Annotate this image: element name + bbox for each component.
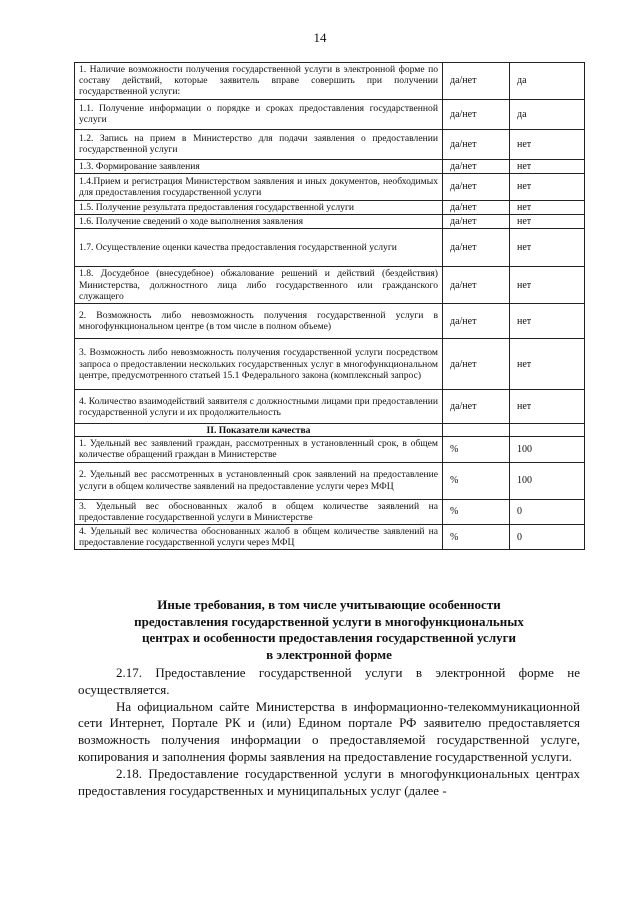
unit-cell: да/нет [443,390,510,424]
indicator-cell: 1.1. Получение информации о порядке и сроках предоставления государственной услуги [75,99,443,129]
value-cell: да [510,99,585,129]
indicator-cell: 4. Количество взаимодействий заявителя с должностными лицами при предоставлении государственной услуги и их продолжительность [75,390,443,424]
value-cell: 0 [510,525,585,550]
unit-cell: да/нет [443,267,510,304]
indicators-table [74,62,585,550]
unit-cell: % [443,525,510,550]
heading-line: центрах и особенности предоставления государственной услуги [141,630,517,645]
table-row [75,462,585,499]
table-row [75,215,585,229]
empty-cell [443,424,510,437]
table-row [75,229,585,267]
unit-cell: да/нет [443,200,510,214]
value-cell: 100 [510,462,585,499]
indicator-cell: 2. Возможность либо невозможность получения государственной услуги в многофункциональном центре (в том числе в полном объеме) [75,304,443,339]
paragraph-website-info: На официальном сайте Министерства в информационно-телекоммуникационной сети Интернет, Портале РК и (или) Едином портале РФ заявителю предоставляется возможность получения информации о предоставляемой государственной услуге, копирования и заполнения формы заявления на предоставление государственной услуги. [78,698,580,764]
value-cell: нет [510,304,585,339]
indicator-cell: 3. Возможность либо невозможность получения государственной услуги посредством запроса о предоставлении нескольких государственных услуг в многофункциональном центре, предусмотренного статьей 15.1 Федерального закона (комплексный запрос) [75,339,443,390]
table-row [75,63,585,100]
paragraph-2-18: 2.18. Предоставление государственной услуги в многофункциональных центрах предоставления государственных и муниципальных услуг (далее - [78,765,580,798]
indicator-cell: 3. Удельный вес обоснованных жалоб в общем количестве заявлений на предоставление государственной услуги в Министерстве [75,499,443,524]
table-row [75,200,585,214]
indicator-cell: 1.6. Получение сведений о ходе выполнения заявления [75,215,443,229]
heading-line: предоставления государственной услуги в многофункциональных [134,613,524,629]
value-cell: 100 [510,437,585,462]
unit-cell: да/нет [443,229,510,267]
section-heading [78,597,580,663]
unit-cell: % [443,499,510,524]
unit-cell: % [443,462,510,499]
page-number: 14 [313,30,327,45]
table-row [75,173,585,200]
table-row [75,304,585,339]
unit-cell: % [443,437,510,462]
indicator-cell: 1.5. Получение результата предоставления государственной услуги [75,200,443,214]
quality-section [75,424,585,437]
value-cell: 0 [510,499,585,524]
indicator-cell: 1.2. Запись на прием в Министерство для подачи заявления о предоставлении государственной услуги [75,129,443,159]
heading-line: в электронной форме [266,646,392,662]
paragraph-2-17: 2.17. Предоставление государственной услуги в электронной форме не осуществляется. [78,665,580,697]
value-cell: нет [510,159,585,173]
unit-cell: да/нет [443,173,510,200]
value-cell: да [510,63,585,100]
indicator-cell: 4. Удельный вес количества обоснованных жалоб в общем количестве заявлений на предоставление государственной услуги через МФЦ [75,525,443,550]
value-cell: нет [510,200,585,214]
indicator-cell: 1. Наличие возможности получения государственной услуги в электронной форме по составу действий, которые заявитель вправе совершить при получении государственной услуги: [75,63,443,100]
unit-cell: да/нет [443,159,510,173]
table-row [75,339,585,390]
empty-cell [510,424,585,437]
unit-cell: да/нет [443,215,510,229]
indicator-cell: 2. Удельный вес рассмотренных в установленный срок заявлений на предоставление услуги в общем количестве заявлений на предоставление услуги через МФЦ [75,462,443,499]
indicator-cell: 1.8. Досудебное (внесудебное) обжалование решений и действий (бездействия) Министерства, должностного лица либо государственного или гражданского служащего [75,267,443,304]
table-row [75,99,585,129]
table-row [75,390,585,424]
indicator-cell: 1.7. Осуществление оценки качества предоставления государственной услуги [75,229,443,267]
table-row [75,267,585,304]
table-row [75,499,585,524]
value-cell: нет [510,129,585,159]
section-header-row [75,424,585,437]
table-row [75,129,585,159]
unit-cell: да/нет [443,99,510,129]
value-cell: нет [510,267,585,304]
unit-cell: да/нет [443,129,510,159]
value-cell: нет [510,390,585,424]
value-cell: нет [510,339,585,390]
indicator-cell: 1.4.Прием и регистрация Министерством заявления и иных документов, необходимых для предоставления государственной услуги [75,173,443,200]
indicator-cell: 1. Удельный вес заявлений граждан, рассмотренных в установленный срок, в общем количестве обращений граждан в Министерстве [75,437,443,462]
table-row [75,525,585,550]
requirements-section [78,597,580,799]
indicator-cell: 1.3. Формирование заявления [75,159,443,173]
value-cell: нет [510,229,585,267]
value-cell: нет [510,173,585,200]
quality-rows [75,437,585,550]
unit-cell: да/нет [443,63,510,100]
unit-cell: да/нет [443,339,510,390]
section-title-cell: II. Показатели качества [75,424,443,437]
availability-rows [75,63,585,424]
value-cell: нет [510,215,585,229]
table-row [75,437,585,462]
table-row [75,159,585,173]
heading-line: Иные требования, в том числе учитывающие особенности [157,597,501,612]
unit-cell: да/нет [443,304,510,339]
